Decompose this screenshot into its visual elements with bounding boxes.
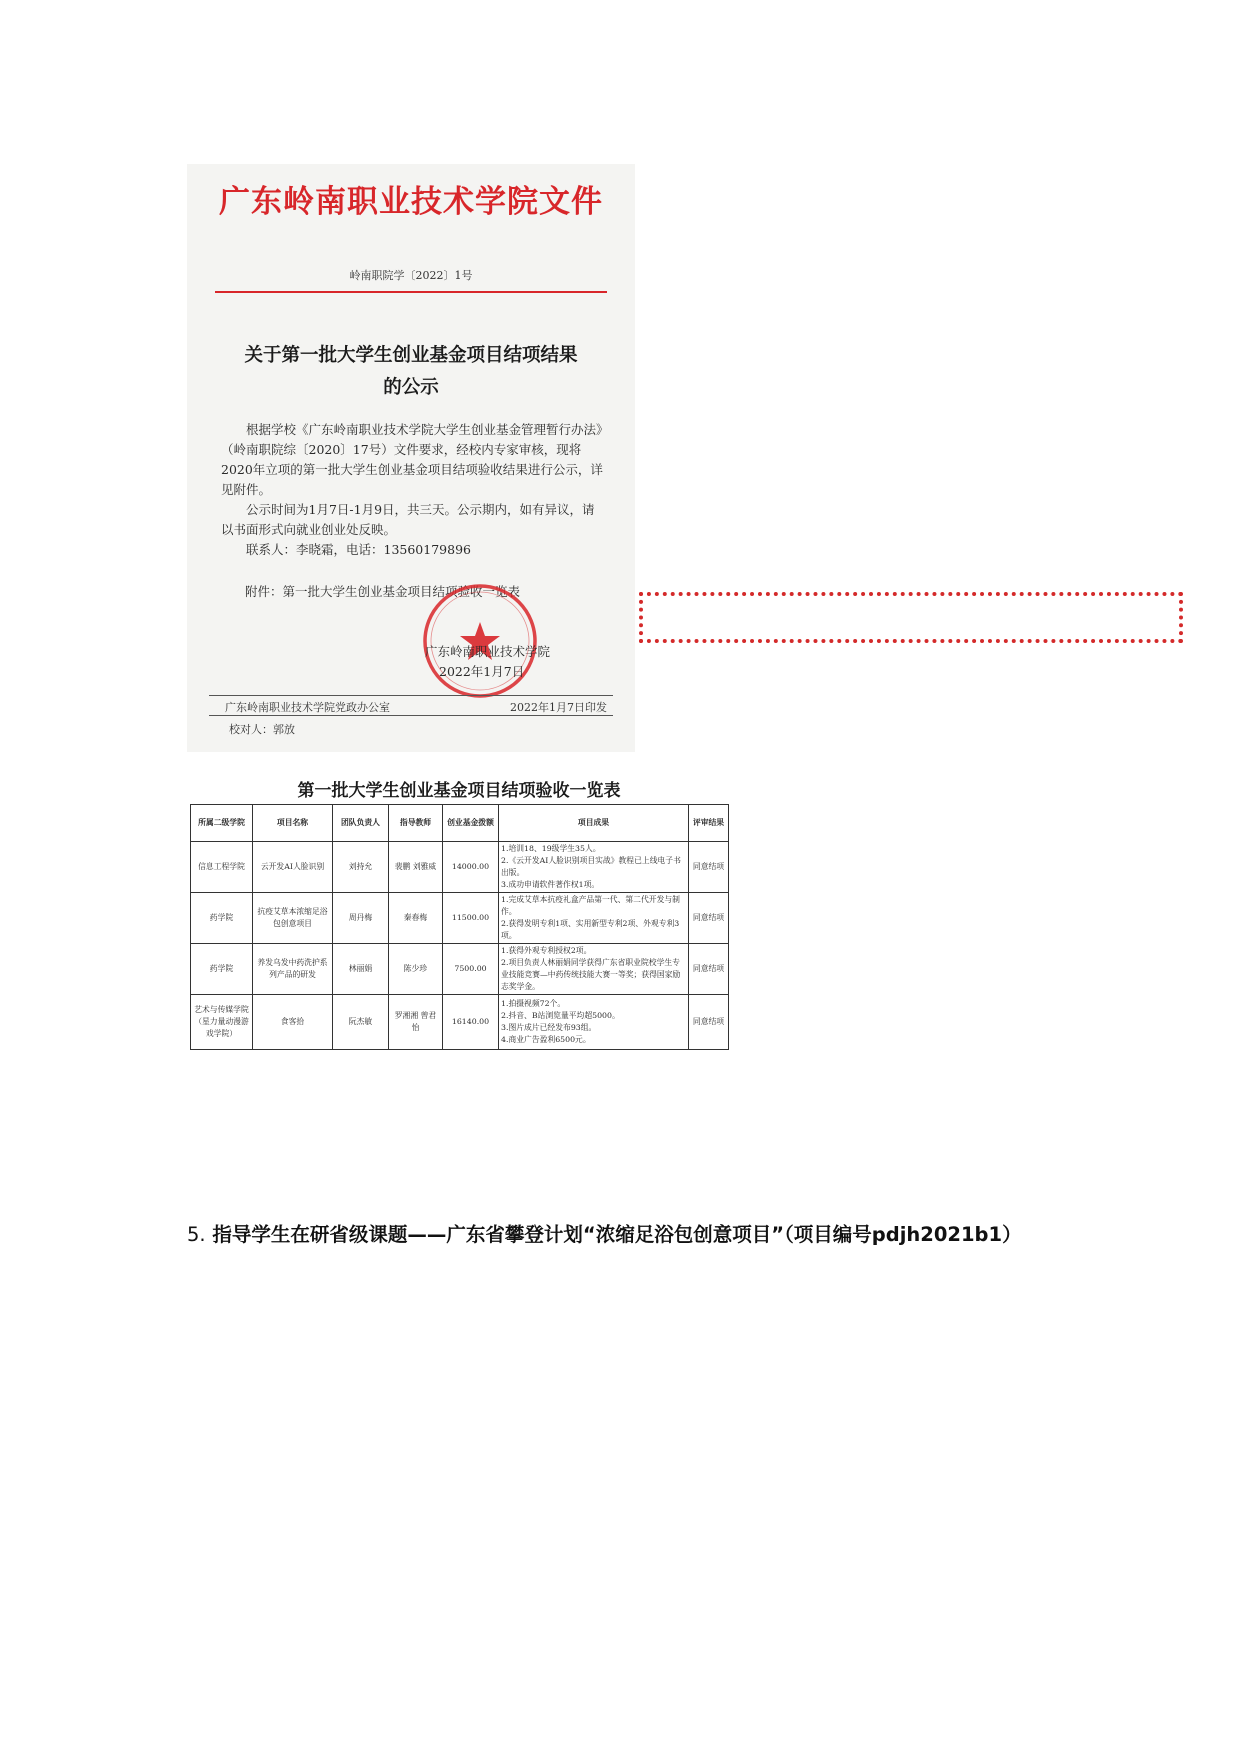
table-row bbox=[191, 995, 729, 1050]
achievement-item: 3.图片成片已经发布93组。 bbox=[501, 1023, 597, 1032]
table-row bbox=[191, 842, 729, 893]
cell-achievements bbox=[499, 944, 689, 995]
achievement-item: 2.抖音、B站浏览量平均超5000。 bbox=[501, 1011, 620, 1020]
col-header-result: 评审结果 bbox=[689, 805, 729, 842]
acceptance-table-image bbox=[190, 804, 728, 1050]
achievement-item: 2.《云开发AI人脸识别项目实战》教程已上线电子书出版。 bbox=[501, 856, 681, 877]
cell-result: 同意结项 bbox=[689, 944, 729, 995]
table-title: 第一批大学生创业基金项目结项验收一览表 bbox=[297, 781, 621, 801]
cell-project: 食客拾 bbox=[253, 995, 333, 1050]
col-header-advisor: 指导教师 bbox=[389, 805, 443, 842]
cell-project: 养发乌发中药洗护系列产品的研发 bbox=[253, 944, 333, 995]
section-number: 5. bbox=[187, 1223, 206, 1246]
cell-leader: 刘持允 bbox=[333, 842, 389, 893]
notice-red-divider bbox=[215, 291, 607, 293]
cell-college: 药学院 bbox=[191, 893, 253, 944]
cell-achievements bbox=[499, 842, 689, 893]
footer-rule-top bbox=[209, 695, 613, 696]
cell-result: 同意结项 bbox=[689, 842, 729, 893]
col-header-college: 所属二级学院 bbox=[191, 805, 253, 842]
notice-paragraph-3: 联系人：李晓霜，电话：13560179896 bbox=[246, 542, 471, 557]
notice-issuer: 广东岭南职业技术学院党政办公室 bbox=[225, 701, 390, 714]
cell-project: 抗疫艾草本浓缩足浴包创意项目 bbox=[253, 893, 333, 944]
cell-project: 云开发AI人脸识别 bbox=[253, 842, 333, 893]
cell-advisor: 罗湘湘 曾君怡 bbox=[389, 995, 443, 1050]
cell-achievements bbox=[499, 995, 689, 1050]
achievement-item: 1.获得外观专利授权2项。 bbox=[501, 946, 592, 955]
table-row bbox=[191, 944, 729, 995]
cell-college: 艺术与传媒学院（星力量动漫游戏学院） bbox=[191, 995, 253, 1050]
notice-paragraph-2: 公示时间为1月7日-1月9日，共三天。公示期内，如有异议，请以书面形式向就业创业处反映。 bbox=[221, 502, 595, 537]
col-header-leader: 团队负责人 bbox=[333, 805, 389, 842]
achievement-item: 1.完成艾草本抗疫礼盒产品第一代、第二代开发与制作。 bbox=[501, 895, 680, 916]
cell-advisor: 秦春梅 bbox=[389, 893, 443, 944]
cell-result: 同意结项 bbox=[689, 893, 729, 944]
cell-fund: 14000.00 bbox=[443, 842, 499, 893]
cell-fund: 7500.00 bbox=[443, 944, 499, 995]
notice-sign-date: 2022年1月7日 bbox=[439, 664, 525, 679]
achievement-item: 3.成功申请软件著作权1项。 bbox=[501, 880, 600, 889]
cell-leader: 林丽娟 bbox=[333, 944, 389, 995]
cell-advisor: 裴鹏 刘雅威 bbox=[389, 842, 443, 893]
notice-title-line1: 关于第一批大学生创业基金项目结项结果 bbox=[244, 345, 578, 366]
notice-title bbox=[207, 340, 615, 404]
cell-achievements bbox=[499, 893, 689, 944]
cell-college: 信息工程学院 bbox=[191, 842, 253, 893]
notice-title-line2: 的公示 bbox=[383, 377, 439, 398]
notice-attachment: 附件：第一批大学生创业基金项目结项验收一览表 bbox=[245, 584, 521, 599]
col-header-project: 项目名称 bbox=[253, 805, 333, 842]
table-row bbox=[191, 893, 729, 944]
notice-header: 广东岭南职业技术学院文件 bbox=[219, 184, 603, 220]
official-seal-icon bbox=[421, 582, 539, 700]
cell-leader: 周丹梅 bbox=[333, 893, 389, 944]
footer-rule-bottom bbox=[209, 715, 613, 716]
achievement-item: 2.获得发明专利1项、实用新型专利2项、外观专利3项。 bbox=[501, 919, 680, 940]
notice-signer: 广东岭南职业技术学院 bbox=[425, 644, 551, 659]
cell-college: 药学院 bbox=[191, 944, 253, 995]
cell-result: 同意结项 bbox=[689, 995, 729, 1050]
col-header-achievements: 项目成果 bbox=[499, 805, 689, 842]
notice-paragraph-1: 根据学校《广东岭南职业技术学院大学生创业基金管理暂行办法》（岭南职院综〔2020〕17号）文件要求，经校内专家审核，现将2020年立项的第一批大学生创业基金项目结项验收结果进行公示，详见附件。 bbox=[221, 422, 603, 497]
annotation-box bbox=[639, 592, 1183, 643]
cell-advisor: 陈少珍 bbox=[389, 944, 443, 995]
cell-fund: 16140.00 bbox=[443, 995, 499, 1050]
notice-body bbox=[221, 420, 605, 560]
achievement-item: 4.商业广告盈利6500元。 bbox=[501, 1035, 591, 1044]
notice-issue-date: 2022年1月7日印发 bbox=[510, 701, 607, 714]
notice-proofreader: 校对人：郭放 bbox=[229, 723, 295, 736]
table-header-row bbox=[191, 805, 729, 842]
cell-leader: 阮杰敏 bbox=[333, 995, 389, 1050]
achievement-item: 1.拍摄视频72个。 bbox=[501, 999, 566, 1008]
achievement-item: 1.培训18、19级学生35人。 bbox=[501, 844, 601, 853]
acceptance-table bbox=[190, 804, 729, 1050]
section-heading bbox=[187, 1219, 1047, 1250]
achievement-item: 2.项目负责人林丽娟同学获得广东省职业院校学生专业技能竞赛—中药传统技能大赛一等奖；获得国家励志奖学金。 bbox=[501, 958, 681, 991]
cell-fund: 11500.00 bbox=[443, 893, 499, 944]
notice-doc-number: 岭南职院学〔2022〕1号 bbox=[349, 269, 473, 282]
col-header-fund: 创业基金拨额 bbox=[443, 805, 499, 842]
section-text: 指导学生在研省级课题——广东省攀登计划“浓缩足浴包创意项目”（项目编号pdjh2021b1） bbox=[212, 1223, 1022, 1246]
scanned-notice-image bbox=[187, 164, 635, 752]
